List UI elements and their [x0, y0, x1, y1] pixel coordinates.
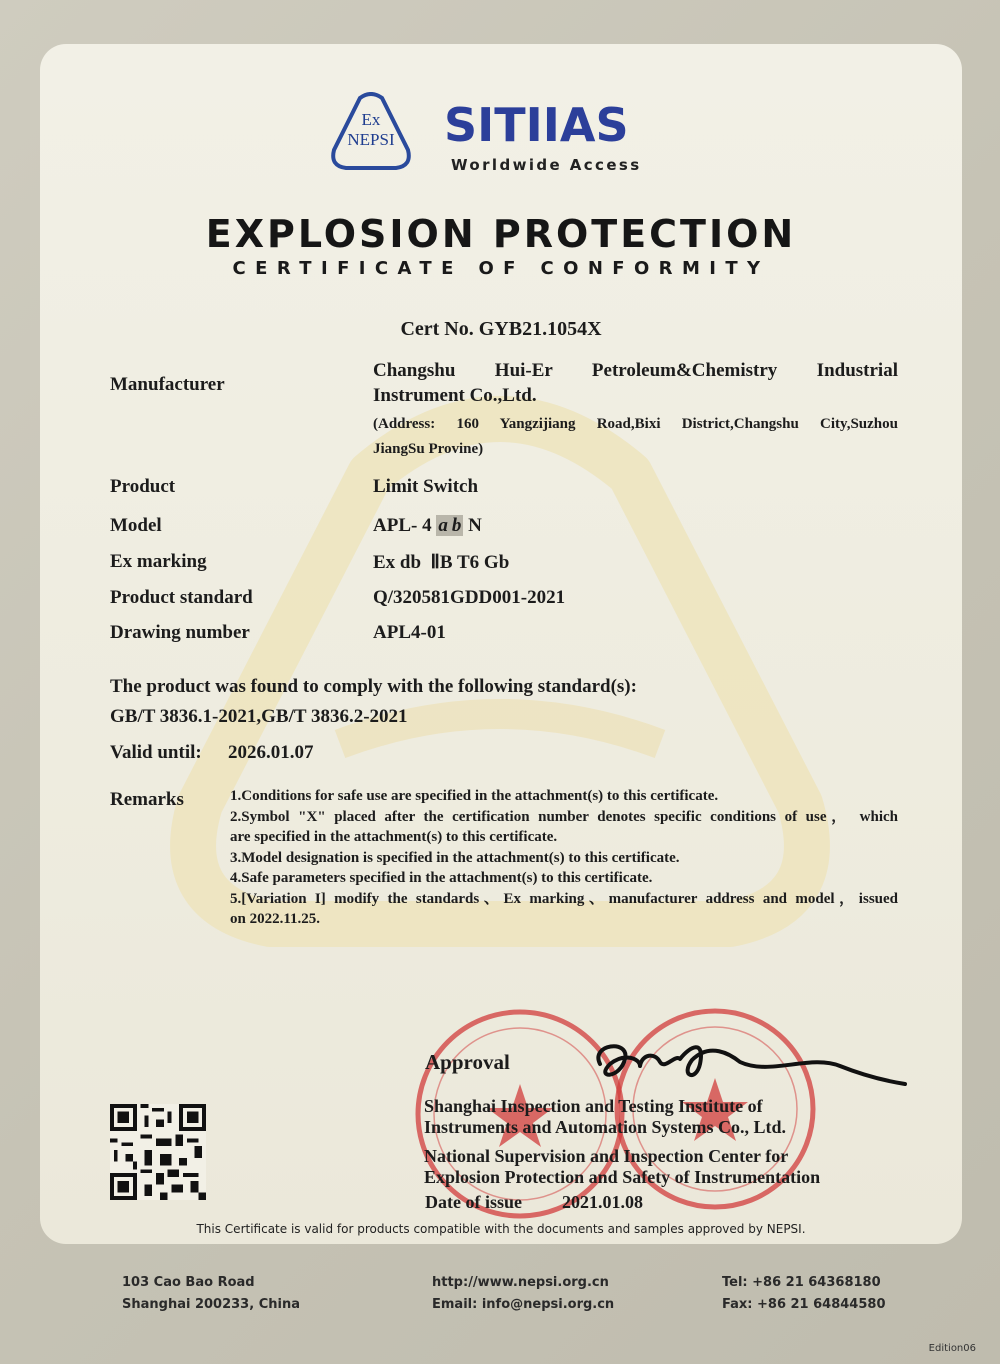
compliance-statement: The product was found to comply with the following standard(s):: [110, 676, 637, 697]
model-value: [373, 515, 482, 537]
ex-marking-value: Ex db ⅡB T6 Gb: [373, 552, 510, 573]
qr-code-icon: [110, 1104, 206, 1200]
remark-3: 3.Model designation is specified in the attachment(s) to this certificate.: [230, 849, 680, 866]
remark-1: 1.Conditions for safe use are specified in the attachment(s) to this certificate.: [230, 788, 719, 804]
remark-2-line1: 2.Symbol "X" placed after the certification number denotes specific conditions of use， which: [230, 808, 898, 825]
sitiias-logo: SITIIAS: [444, 98, 629, 152]
ex-marking-label: Ex marking: [110, 551, 207, 572]
compliance-standards: GB/T 3836.1-2021,GB/T 3836.2-2021: [110, 706, 408, 727]
institute-line3: National Supervision and Inspection Center for: [424, 1146, 789, 1166]
sitiias-tagline: Worldwide Access: [451, 156, 642, 174]
product-standard-label: Product standard: [110, 587, 253, 608]
valid-until-label: Valid until:: [110, 742, 202, 763]
nepsi-logo: [330, 92, 412, 176]
model-label: Model: [110, 515, 162, 536]
manufacturer-line2: Instrument Co.,Ltd.: [373, 385, 537, 406]
footer-address-line2: Shanghai 200233, China: [122, 1297, 300, 1312]
manufacturer-line1: Changshu Hui-Er Petroleum&Chemistry Industrial: [373, 360, 898, 381]
drawing-number-value: APL4-01: [373, 622, 446, 643]
valid-until-value: 2026.01.07: [228, 742, 314, 763]
model-variable-a: a: [438, 515, 448, 536]
edition-label: Edition06: [928, 1343, 976, 1354]
nepsi-logo-text: NEPSI: [347, 130, 395, 149]
remarks-label: Remarks: [110, 789, 184, 810]
remark-5-line2: on 2022.11.25.: [230, 911, 321, 927]
drawing-number-label: Drawing number: [110, 622, 250, 643]
manufacturer-value: [373, 358, 898, 408]
product-standard-value: Q/320581GDD001-2021: [373, 587, 566, 608]
institute-line1: Shanghai Inspection and Testing Institute of: [424, 1096, 763, 1116]
model-prefix: APL- 4: [373, 515, 432, 536]
footer-contact-web: [432, 1272, 614, 1316]
institute-line4: Explosion Protection and Safety of Instrumentation: [424, 1167, 821, 1187]
manufacturer-label: Manufacturer: [110, 374, 225, 395]
approval-label: Approval: [425, 1050, 510, 1074]
remark-2-line2: are specified in the attachment(s) to this certificate.: [230, 829, 558, 845]
footer-fax: Fax: +86 21 64844580: [722, 1297, 886, 1312]
remark-4: 4.Safe parameters specified in the attachment(s) to this certificate.: [230, 870, 653, 886]
institute-line2: Instruments and Automation Systems Co., Ltd.: [424, 1117, 787, 1137]
product-value: Limit Switch: [373, 476, 479, 497]
signature-icon: [580, 1024, 910, 1094]
manufacturer-address: [373, 412, 898, 462]
address-line2: JiangSu Provine): [373, 441, 484, 457]
certificate-card: [40, 44, 962, 1244]
address-line1: (Address: 160 Yangzijiang Road,Bixi District,Changshu City,Suzhou: [373, 416, 898, 432]
nepsi-logo-ex: Ex: [361, 110, 381, 129]
date-of-issue-value: 2021.01.08: [562, 1192, 643, 1212]
footer-website-link[interactable]: http://www.nepsi.org.cn: [432, 1275, 609, 1290]
product-label: Product: [110, 476, 176, 497]
model-suffix: N: [468, 515, 482, 536]
footer-tel: Tel: +86 21 64368180: [722, 1275, 881, 1290]
certificate-subtitle: CERTIFICATE OF CONFORMITY: [232, 258, 770, 279]
footer-email-link[interactable]: Email: info@nepsi.org.cn: [432, 1297, 615, 1312]
model-variable-b: b: [451, 515, 462, 536]
validity-footnote: This Certificate is valid for products compatible with the documents and samples approved by NEPSI.: [196, 1222, 806, 1236]
footer-contact-phone: [722, 1272, 886, 1316]
footer-address-line1: 103 Cao Bao Road: [122, 1275, 255, 1290]
certificate-number: Cert No. GYB21.1054X: [400, 318, 602, 340]
issuing-institutes: [424, 1096, 894, 1188]
date-of-issue-label: Date of issue: [425, 1192, 522, 1212]
remark-5-line1: 5.[Variation I] modify the standards、Ex marking、manufacturer address and model，issued: [230, 890, 898, 907]
footer-address: [122, 1272, 300, 1316]
certificate-title: EXPLOSION PROTECTION: [205, 212, 797, 256]
remarks-list: [230, 786, 898, 930]
